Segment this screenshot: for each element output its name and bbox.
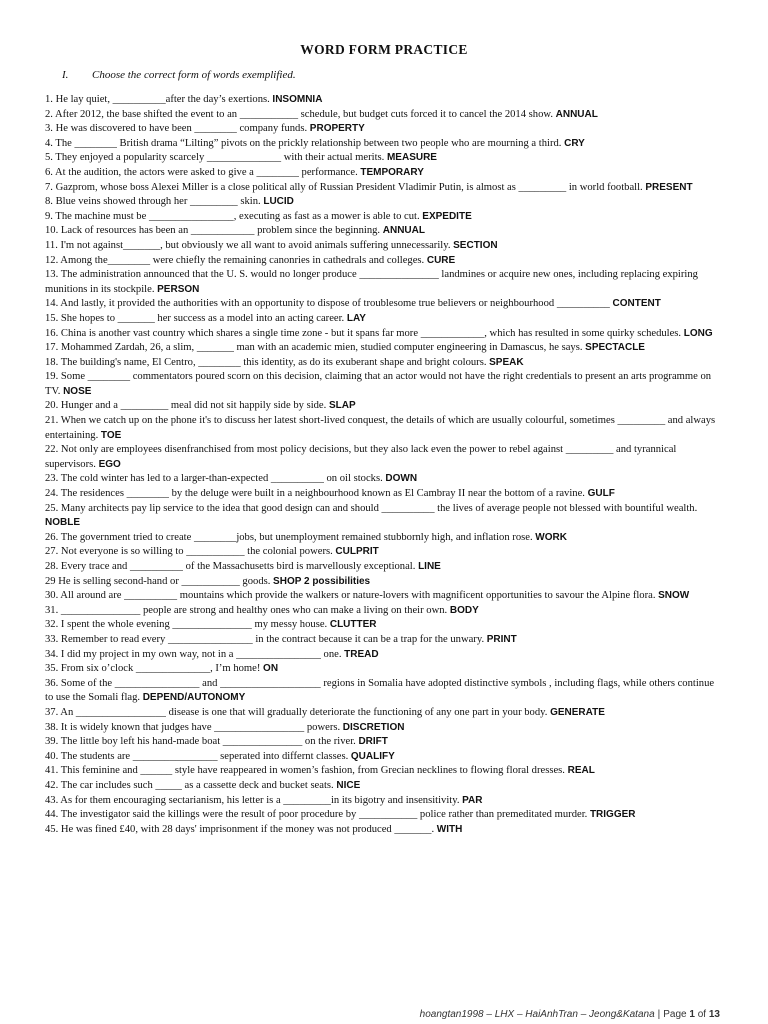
exercise-sentence: 6. At the audition, the actors were asked to give a ________ performance. bbox=[45, 166, 358, 178]
exercise-item bbox=[45, 706, 718, 721]
exercise-keyword: PERSON bbox=[157, 283, 200, 295]
exercise-keyword: GULF bbox=[587, 488, 615, 500]
exercise-sentence: 17. Mohammed Zardah, 26, a slim, _______ man with an academic mien, studied computer engineering in Damascus, he says. bbox=[45, 342, 583, 354]
exercise-keyword: PRINT bbox=[486, 633, 517, 645]
exercise-keyword: SPEAK bbox=[489, 356, 524, 368]
exercise-keyword: SECTION bbox=[453, 239, 498, 251]
exercise-sentence: 43. As for them encouraging sectarianism, his letter is a _________in its bigotry and insensitivity. bbox=[45, 794, 460, 806]
page-total: 13 bbox=[708, 1009, 720, 1020]
exercise-sentence: 22. Not only are employees disenfranchised from most policy decisions, but they also lack even the power to rebel against _________ and tyrannical supervisors. bbox=[45, 444, 677, 470]
exercise-item bbox=[45, 93, 718, 108]
exercise-keyword: PRESENT bbox=[645, 181, 693, 193]
exercise-sentence: 37. An _________________ disease is one that will gradually deteriorate the functioning of any one part in your body. bbox=[45, 706, 548, 718]
exercise-item bbox=[45, 224, 718, 239]
exercise-sentence: 41. This feminine and ______ style have reappeared in women’s fashion, from Grecian necklines to flowing floral dresses. bbox=[45, 765, 565, 777]
exercise-sentence: 29 He is selling second-hand or ___________ goods. bbox=[45, 575, 271, 587]
exercise-item bbox=[45, 662, 718, 677]
exercise-sentence: 12. Among the________ were chiefly the remaining canonries in cathedrals and colleges. bbox=[45, 254, 425, 266]
exercise-item bbox=[45, 195, 718, 210]
exercise-keyword: GENERATE bbox=[550, 706, 605, 718]
exercise-keyword: LAY bbox=[346, 312, 366, 324]
exercise-keyword: DOWN bbox=[385, 473, 418, 485]
exercise-sentence: 31. _______________ people are strong and healthy ones who can make a living on their own. bbox=[45, 604, 448, 616]
exercise-item bbox=[45, 151, 718, 166]
exercise-item bbox=[45, 779, 718, 794]
exercise-sentence: 34. I did my project in my own way, not in a ________________ one. bbox=[45, 648, 342, 660]
section-numeral: I. bbox=[62, 69, 69, 81]
exercise-keyword: EGO bbox=[98, 458, 121, 470]
exercise-sentence: 36. Some of the ________________ and ___________________ regions in Somalia have adopted distinctive symbols , including flags, while others continue to use the Somali flag. bbox=[45, 677, 715, 704]
exercise-keyword: CULPRIT bbox=[335, 546, 379, 558]
exercise-sentence: 40. The students are ________________ seperated into differnt classes. bbox=[45, 750, 349, 762]
exercise-sentence: 11. I'm not against_______, but obviously we all want to avoid animals suffering unnecessarily. bbox=[45, 239, 451, 251]
exercise-sentence: 24. The residences ________ by the deluge were built in a neighbourhood known as El Cambray II near the bottom of a ravine. bbox=[45, 488, 585, 500]
exercise-sentence: 2. After 2012, the base shifted the event to an ___________ schedule, but budget cuts forced it to cancel the 2014 show. bbox=[45, 108, 553, 120]
exercise-item bbox=[45, 370, 718, 399]
exercise-keyword: PROPERTY bbox=[309, 123, 365, 135]
exercise-keyword: DRIFT bbox=[358, 736, 388, 748]
exercise-keyword: PAR bbox=[462, 794, 483, 806]
exercise-sentence: 10. Lack of resources has been an ____________ problem since the beginning. bbox=[45, 225, 381, 237]
exercise-keyword: QUALIFY bbox=[350, 750, 395, 762]
exercise-list bbox=[45, 93, 718, 837]
exercise-sentence: 9. The machine must be ________________, executing as fast as a mower is able to cut. bbox=[45, 210, 420, 222]
exercise-item bbox=[45, 137, 718, 152]
exercise-sentence: 42. The car includes such _____ as a cassette deck and bucket seats. bbox=[45, 779, 334, 791]
exercise-keyword: MEASURE bbox=[386, 152, 437, 164]
exercise-item bbox=[45, 312, 718, 327]
page-title: WORD FORM PRACTICE bbox=[300, 42, 468, 57]
exercise-sentence: 32. I spent the whole evening _______________ my messy house. bbox=[45, 619, 328, 631]
exercise-sentence: 1. He lay quiet, __________after the day’s exertions. bbox=[45, 94, 270, 105]
exercise-item bbox=[45, 210, 718, 225]
exercise-keyword: TEMPORARY bbox=[360, 166, 424, 178]
exercise-item bbox=[45, 297, 718, 312]
exercise-sentence: 20. Hunger and a _________ meal did not sit happily side by side. bbox=[45, 400, 327, 412]
exercise-sentence: 23. The cold winter has led to a larger-than-expected __________ on oil stocks. bbox=[45, 473, 383, 485]
exercise-keyword: REAL bbox=[567, 765, 595, 777]
exercise-sentence: 30. All around are __________ mountains which provide the walkers or nature-lovers with magnificent opportunities to savour the Alpine flora. bbox=[45, 590, 656, 602]
exercise-sentence: 7. Gazprom, whose boss Alexei Miller is a close political ally of Russian President Vladimir Putin, is almost as _________ in world football. bbox=[45, 181, 643, 193]
exercise-sentence: 18. The building's name, El Centro, ________ this identity, as do its exuberant shape and bright colours. bbox=[45, 356, 487, 368]
exercise-keyword: ANNUAL bbox=[555, 108, 598, 120]
exercise-sentence: 13. The administration announced that the U. S. would no longer produce _______________ landmines or acquire new ones, including replacing expiring munitions in its stockpile. bbox=[45, 269, 698, 295]
exercise-item bbox=[45, 122, 718, 137]
exercise-item bbox=[45, 545, 718, 560]
exercise-item bbox=[45, 604, 718, 619]
exercise-item bbox=[45, 633, 718, 648]
exercise-item bbox=[45, 750, 718, 765]
exercise-item bbox=[45, 575, 718, 590]
exercise-sentence: 16. China is another vast country which shares a single time zone - but it spans far more ____________, which has resulted in some quirky schedules. bbox=[45, 327, 682, 339]
exercise-item bbox=[45, 327, 718, 342]
exercise-item bbox=[45, 808, 718, 823]
footer-separator: | bbox=[657, 1009, 661, 1020]
exercise-item bbox=[45, 735, 718, 750]
exercise-keyword: CLUTTER bbox=[329, 619, 377, 631]
exercise-keyword: SNOW bbox=[658, 590, 690, 602]
exercise-keyword: NOBLE bbox=[45, 517, 80, 529]
exercise-sentence: 26. The government tried to create ________jobs, but unemployment remained stubbornly high, and inflation rose. bbox=[45, 531, 533, 543]
exercise-sentence: 14. And lastly, it provided the authorities with an opportunity to dispose of troublesome true believers or neighbourhood __________ bbox=[45, 298, 610, 310]
page-current: 1 bbox=[689, 1009, 695, 1020]
exercise-item bbox=[45, 531, 718, 546]
exercise-keyword: WORK bbox=[535, 531, 567, 543]
exercise-item bbox=[45, 254, 718, 269]
exercise-keyword: TRIGGER bbox=[589, 809, 636, 821]
exercise-keyword: TOE bbox=[100, 429, 122, 441]
exercise-keyword: ANNUAL bbox=[382, 225, 425, 237]
exercise-keyword: EXPEDITE bbox=[422, 210, 472, 222]
exercise-item bbox=[45, 472, 718, 487]
exercise-item bbox=[45, 721, 718, 736]
exercise-item bbox=[45, 589, 718, 604]
instruction-text: Choose the correct form of words exemplified. bbox=[92, 69, 296, 81]
exercise-sentence: 21. When we catch up on the phone it's to discuss her latest short-lived conquest, the details of which are usually colourful, sometimes _________ and always entertaining. bbox=[45, 415, 716, 441]
exercise-keyword: INSOMNIA bbox=[272, 94, 323, 105]
exercise-item bbox=[45, 502, 718, 531]
exercise-keyword: TREAD bbox=[344, 648, 379, 660]
exercise-item bbox=[45, 166, 718, 181]
exercise-sentence: 8. Blue veins showed through her _________ skin. bbox=[45, 196, 261, 208]
exercise-sentence: 27. Not everyone is so willing to ___________ the colonial powers. bbox=[45, 546, 333, 558]
exercise-keyword: CRY bbox=[564, 137, 585, 149]
exercise-item bbox=[45, 341, 718, 356]
exercise-keyword: WITH bbox=[436, 823, 463, 835]
exercise-item bbox=[45, 268, 718, 297]
instruction bbox=[62, 69, 296, 81]
exercise-item bbox=[45, 181, 718, 196]
exercise-item bbox=[45, 560, 718, 575]
exercise-keyword: LINE bbox=[418, 561, 441, 572]
exercise-sentence: 3. He was discovered to have been ________ company funds. bbox=[45, 123, 308, 135]
exercise-sentence: 4. The ________ British drama “Lilting” pivots on the prickly relationship between two people who are mourning a third. bbox=[45, 137, 562, 149]
exercise-sentence: 39. The little boy left his hand-made boat _______________ on the river. bbox=[45, 736, 356, 748]
exercise-sentence: 19. Some ________ commentators poured scorn on this decision, claiming that an actor would not have the right credentials to present an arts programme on TV. bbox=[45, 371, 712, 397]
exercise-item bbox=[45, 823, 718, 838]
exercise-keyword: ON bbox=[263, 663, 279, 675]
exercise-item bbox=[45, 677, 718, 706]
exercise-item bbox=[45, 618, 718, 633]
page-word: Page bbox=[663, 1009, 687, 1020]
exercise-sentence: 45. He was fined £40, with 28 days' imprisonment if the money was not produced _______. bbox=[45, 823, 435, 835]
exercise-keyword: NOSE bbox=[63, 385, 92, 397]
exercise-keyword: SLAP bbox=[328, 400, 356, 412]
footer-credit: hoangtan1998 – LHX – HaiAnhTran – Jeong&Katana bbox=[419, 1009, 655, 1020]
exercise-sentence: 38. It is widely known that judges have _________________ powers. bbox=[45, 721, 341, 733]
exercise-keyword: BODY bbox=[449, 604, 479, 616]
page-footer bbox=[420, 1009, 720, 1020]
exercise-sentence: 15. She hopes to _______ her success as a model into an acting career. bbox=[45, 312, 345, 324]
exercise-item bbox=[45, 443, 718, 472]
exercise-sentence: 28. Every trace and __________ of the Massachusetts bird is marvellously exceptional. bbox=[45, 561, 416, 572]
exercise-item bbox=[45, 648, 718, 663]
exercise-sentence: 33. Remember to read every ________________ in the contract because it can be a trap for the unwary. bbox=[45, 633, 485, 645]
exercise-item bbox=[45, 764, 718, 779]
exercise-item bbox=[45, 414, 718, 443]
exercise-item bbox=[45, 399, 718, 414]
exercise-item bbox=[45, 487, 718, 502]
exercise-item bbox=[45, 794, 718, 809]
exercise-keyword: SHOP 2 possibilities bbox=[273, 575, 371, 587]
exercise-sentence: 44. The investigator said the killings were the result of poor procedure by ___________ police rather than premeditated murder. bbox=[45, 809, 588, 821]
exercise-sentence: 25. Many architects pay lip service to the idea that good design can and should __________ the lives of average people not blessed with bountiful wealth. bbox=[45, 502, 698, 514]
exercise-keyword: DEPEND/AUTONOMY bbox=[142, 692, 246, 704]
exercise-keyword: CURE bbox=[426, 254, 456, 266]
exercise-keyword: LONG bbox=[683, 327, 713, 339]
exercise-keyword: LUCID bbox=[263, 196, 294, 208]
exercise-sentence: 5. They enjoyed a popularity scarcely ______________ with their actual merits. bbox=[45, 152, 385, 164]
exercise-item bbox=[45, 108, 718, 123]
exercise-keyword: DISCRETION bbox=[342, 721, 405, 733]
exercise-sentence: 35. From six o’clock ______________, I’m home! bbox=[45, 663, 261, 675]
exercise-keyword: SPECTACLE bbox=[585, 342, 645, 354]
exercise-item bbox=[45, 239, 718, 254]
exercise-keyword: NICE bbox=[336, 779, 361, 791]
page-of: of bbox=[697, 1009, 707, 1020]
exercise-item bbox=[45, 356, 718, 371]
exercise-keyword: CONTENT bbox=[612, 298, 661, 310]
